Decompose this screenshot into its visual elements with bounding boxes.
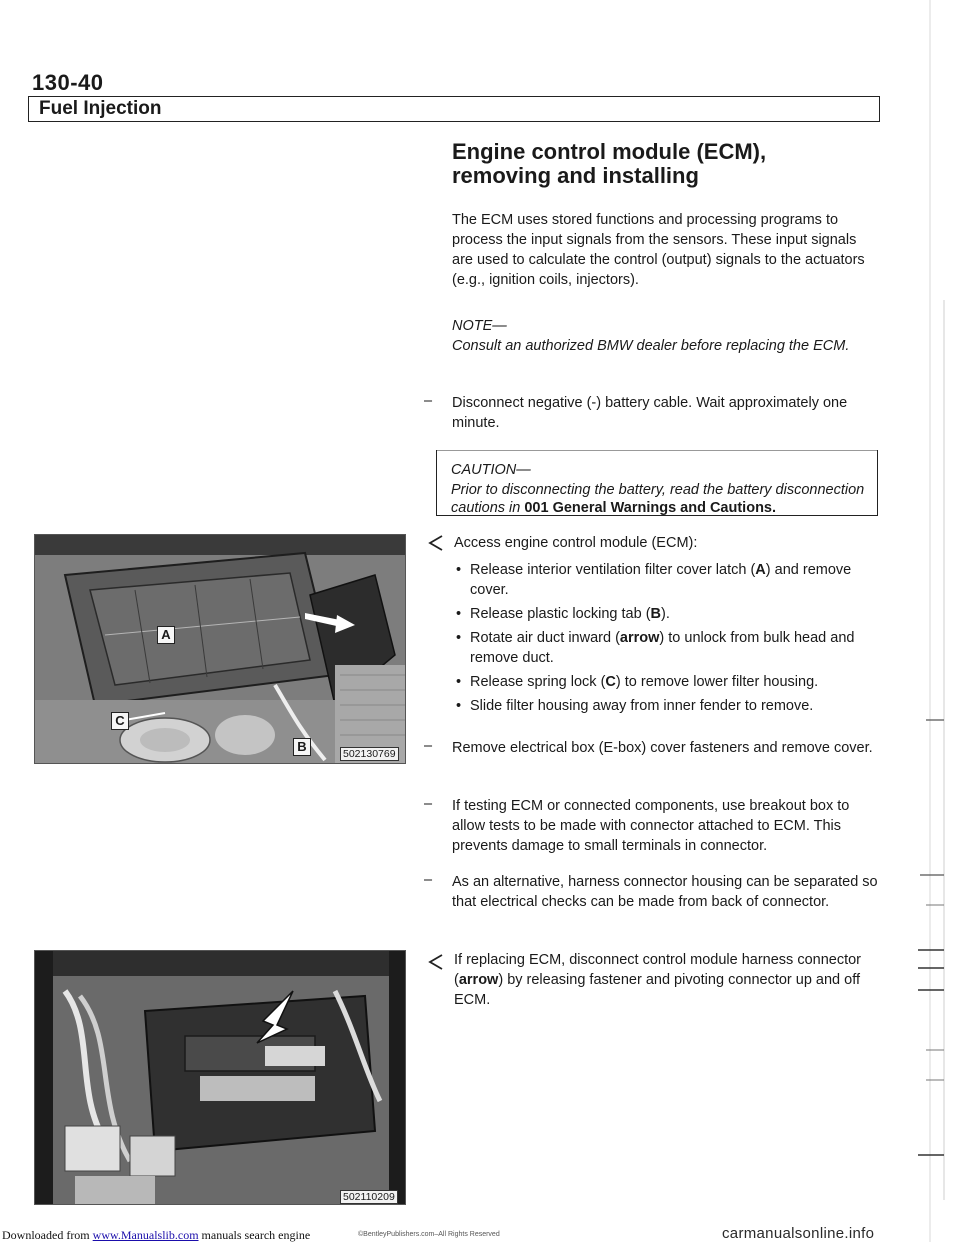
section-title: Fuel Injection [39,98,162,119]
procedure-heading [452,140,872,188]
step-alternative: As an alternative, harness connector housing can be separated so that electrical checks can be made from back of connector. [452,874,878,910]
download-footer [2,1228,310,1242]
list-item: • Release plastic locking tab (B). [454,604,874,624]
ecm-connector-photo-illustration [35,951,406,1205]
binding-margin-marks [900,0,960,1242]
pointer-left-icon [426,533,446,553]
step-breakout-box: If testing ECM or connected components, use breakout box to allow tests to be made with connector attached to ECM. This prevents damage to small terminals in connector. [452,798,850,854]
note-label: NOTE— [452,318,507,334]
caution-body: Prior to disconnecting the battery, read the battery disconnection cautions in [451,482,865,516]
tagline: manuals search engine [201,1228,311,1242]
access-ecm-intro: Access engine control module (ECM): [454,535,698,551]
copyright-notice: ©BentleyPublishers.com–All Rights Reserved [358,1231,500,1238]
pointer-left-icon [426,952,446,972]
manualslib-link[interactable]: www.Manualslib.com [92,1228,199,1242]
list-item: • Slide filter housing away from inner fender to remove. [454,696,874,716]
downloaded-from-label: Downloaded from [2,1228,90,1242]
caution-text [451,481,871,517]
access-steps-list [454,560,874,720]
callout-b: B [293,738,311,756]
step-dash: – [424,738,433,754]
engine-bay-photo-1-illustration [35,535,406,764]
list-item: • Release interior ventilation filter cover latch (A) and remove cover. [454,560,874,600]
note-text: Consult an authorized BMW dealer before replacing the ECM. [452,338,850,354]
list-item: • Rotate air duct inward (arrow) to unlock from bulk head and remove duct. [454,628,874,668]
ecm-connector-photo [34,950,406,1205]
caution-box [436,450,878,516]
step-dash: – [424,393,433,409]
step-dash: – [424,872,433,888]
photo-1-code: 502130769 [340,747,399,761]
list-item: • Release spring lock (C) to remove lower filter housing. [454,672,874,692]
watermark: carmanualsonline.info [722,1225,875,1242]
caution-label: CAUTION— [451,462,531,478]
intro-paragraph: The ECM uses stored functions and processing programs to process the input signals from the sensors. These input signals are used to calculate the control (output) signals to the actuators (e.g., ignition coils, injectors). [452,212,865,288]
callout-c: C [111,712,129,730]
page-number: 130-40 [32,70,104,95]
photo-2-code: 502110209 [340,1190,398,1204]
engine-bay-photo-1 [34,534,406,764]
step-disconnect-battery: Disconnect negative (-) battery cable. Wait approximately one minute. [452,395,848,431]
step-remove-ebox-cover: Remove electrical box (E-box) cover fasteners and remove cover. [452,740,873,756]
caution-reference: 001 General Warnings and Cautions. [524,500,777,516]
section-header-bar [28,96,880,122]
heading-line-1: Engine control module (ECM), [452,139,767,164]
heading-line-2: removing and installing [452,163,699,188]
callout-a: A [157,626,175,644]
step-replace-ecm: If replacing ECM, disconnect control module harness connector (arrow) by releasing fastener and pivoting connector up and off ECM. [454,952,862,1008]
step-dash: – [424,796,433,812]
